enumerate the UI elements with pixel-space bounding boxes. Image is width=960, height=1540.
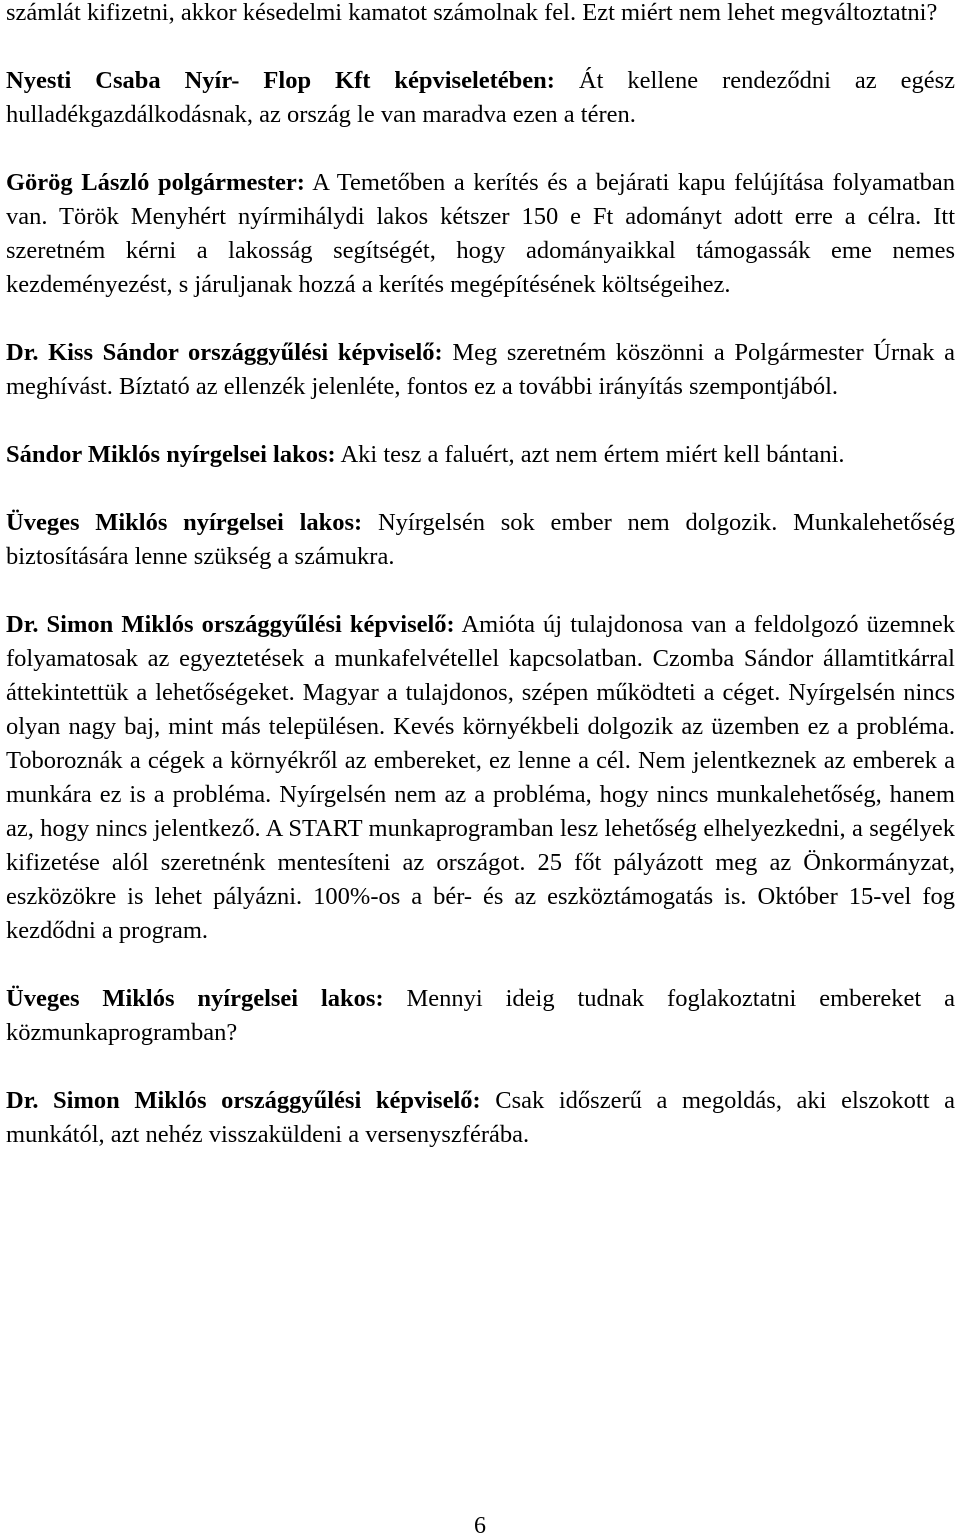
speaker-name: Dr. Simon Miklós országgyűlési képviselő: [6,1087,481,1114]
page-number: 6 [474,1513,486,1539]
paragraph-uveges-miklos-1 [6,506,955,574]
paragraph-text: A Temetőben a kerítés és a bejárati kapu felújítása folyamatban van. Török Menyhért nyírmihálydi lakos kétszer 150 e Ft adományt adott erre a célra. Itt szeretném kérni a lakosság segítségét, hogy adományaikkal támogassák eme nemes kezdeményezést, s járuljanak hozzá a kerítés megépítésének költségeihez. [6,169,955,298]
speaker-name: Dr. Simon Miklós országgyűlési képviselő: [6,611,455,638]
paragraph-simon-miklos-2 [6,1084,955,1152]
document-page [6,0,955,1152]
paragraph-text: Át kellene rendeződni az egész hulladékgazdálkodásnak, az ország le van maradva ezen a téren. [6,67,955,128]
speaker-name: Üveges Miklós nyírgelsei lakos: [6,985,384,1012]
paragraph-text: Amióta új tulajdonosa van a feldolgozó üzemnek folyamatosak az egyeztetések a munkafelvétellel kapcsolatban. Czomba Sándor államtitkárral áttekintettük a lehetőségeket. Magyar a tulajdonos, szépen működteti a céget. Nyírgelsén nincs olyan nagy baj, mint más településen. Kevés környékbeli dolgozik az üzemben ez a probléma. Toboroznák a cégek a környékről az embereket, ez lenne a cél. Nem jelentkeznek az emberek a munkára ez is a probléma. Nyírgelsén nem az a probléma, hogy nincs munkalehetőség, hanem az, hogy nincs jelentkező. A START munkaprogramban lesz lehetőség elhelyezkedni, a segélyek kifizetése alól szeretnénk mentesíteni az országot. 25 főt pályázott meg az Önkormányzat, eszközökre is lehet pályázni. 100%-os a bér- és az eszköztámogatás is. Október 15-vel fog kezdődni a program. [6,611,955,944]
speaker-name: Sándor Miklós nyírgelsei lakos: [6,441,336,468]
paragraph-text: Nyírgelsén sok ember nem dolgozik. Munkalehetőség biztosítására lenne szükség a számukra. [6,509,955,570]
paragraph-gorog-laszlo [6,166,955,302]
speaker-name: Görög László polgármester: [6,169,305,196]
paragraph-kiss-sandor [6,336,955,404]
paragraph-text: Meg szeretném köszönni a Polgármester Úrnak a meghívást. Bíztató az ellenzék jelenléte, fontos ez a további irányítás szempontjából. [6,339,955,400]
paragraph-text: Csak időszerű a megoldás, aki elszokott a munkától, azt nehéz visszaküldeni a versenyszférába. [6,1087,956,1148]
paragraph-continuation [6,0,955,30]
speaker-name: Dr. Kiss Sándor országgyűlési képviselő: [6,339,443,366]
paragraph-uveges-miklos-2 [6,982,955,1050]
speaker-name: Üveges Miklós nyírgelsei lakos: [6,509,363,536]
paragraph-text: számlát kifizetni, akkor késedelmi kamatot számolnak fel. Ezt miért nem lehet megváltoztatni? [6,0,938,26]
paragraph-text: Aki tesz a faluért, azt nem értem miért kell bántani. [335,441,845,468]
paragraph-simon-miklos-1 [6,608,955,948]
paragraph-text: Mennyi ideig tudnak foglakoztatni embereket a közmunkaprogramban? [6,985,955,1046]
paragraph-sandor-miklos [6,438,955,472]
paragraph-nyesti-csaba [6,64,955,132]
speaker-name: Nyesti Csaba Nyír- Flop Kft képviseletében: [6,67,555,94]
